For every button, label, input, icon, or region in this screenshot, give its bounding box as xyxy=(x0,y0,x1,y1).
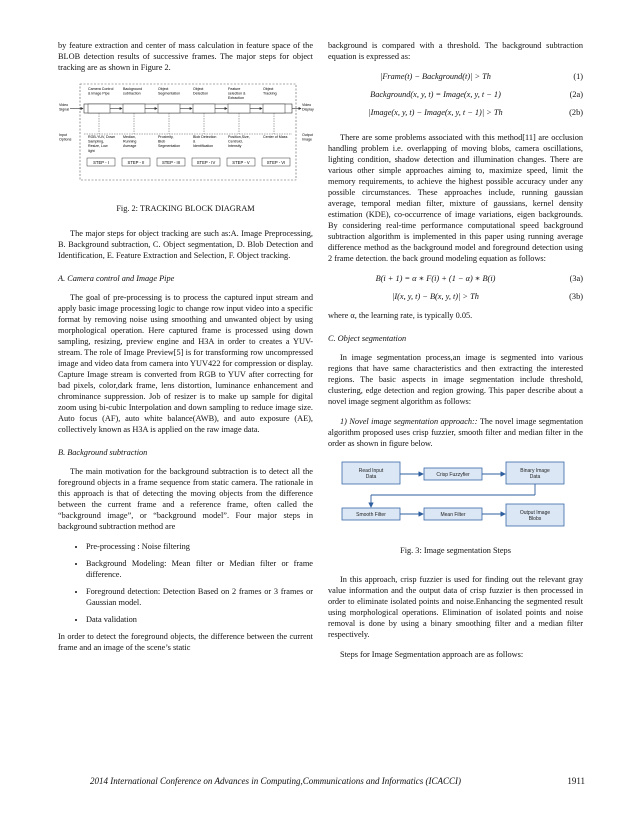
method-label: Identification xyxy=(193,144,214,149)
stage-box xyxy=(158,104,180,113)
stage-box xyxy=(123,104,145,113)
stage-box xyxy=(193,104,215,113)
output-image-label: Image xyxy=(302,137,312,142)
stage-label: & Image Pipe xyxy=(88,91,110,96)
stage-label: Background xyxy=(123,87,143,91)
paragraph: The goal of pre-processing is to process the captured input stream and apply basic image processing logic to change row input video into a specific format by removing noise using smoothing and unwanted object by using morphological operation. Here captured frame is processed using down sampling, resizing, preview engine and H3A in order to creates a YUV-stream. The role of Image Preview[5] is for transforming row uncompressed image and video data from camera into YUV422 for compression or display. Capture Image stream is converted from RGB to YUV after correcting for bad pixels, color,dark frame, lens distortion, luminance enhancement and chrominance suppression. Job of resizer is to make up sample for digital zoom using bi-cubic Interpolation and down sampling to reduce image size. Auto focus (AF), auto white balance(AWB), and auto exposure (AE), collectively known as H3A is applied on the raw image data. xyxy=(58,293,313,434)
stage-label: Object xyxy=(263,87,274,91)
stage-label: Segmentation xyxy=(158,91,181,96)
right-column xyxy=(328,40,583,669)
method-label: Segmentation xyxy=(158,144,181,149)
figure-3 xyxy=(328,458,583,556)
list-item: • Pre-processing : Noise filtering xyxy=(86,541,313,552)
method-label: Intensity xyxy=(228,144,242,149)
step-label: STEP - III xyxy=(161,160,181,165)
input-options-label: Input xyxy=(59,133,67,137)
process-label: Read Input xyxy=(358,468,384,474)
paragraph: In this approach, crisp fuzzier is used for finding out the relevant gray value information and the output data of crisp fuzzier is then processed in order to eliminate isolated points and noise.Enhancing the segmented result using morphological operations. Elimination of isolated points and noise removal is done by using a binary smoothing filter and a median filter respectively. xyxy=(328,575,583,639)
step-label: STEP - I xyxy=(93,160,109,165)
process-label: Blobs xyxy=(528,516,542,522)
stage-label: Extraction xyxy=(228,96,244,101)
paragraph: 1) Novel image segmentation approach:: The novel image segmentation algorithm proposed uses crisp fuzzier, smooth filter and median filter in the order as shown in figure below. xyxy=(328,417,583,448)
paragraph: In image segmentation process,an image is segmented into various regions that have same characteristics and then extracting the interested regions. The basic aspects in image segmentation include threshold, clustering, edge detection and region growing. This paper describe about a novel image segment algorithm as follows: xyxy=(328,353,583,406)
equation: B(i + 1) = α ∗ F(i) + (1 − α) ∗ B(i) (3a) xyxy=(375,274,583,283)
tracking-block-diagram xyxy=(58,82,320,182)
subsection-heading: 1) Novel image segmentation approach:: xyxy=(340,417,478,426)
list-item: • Foreground detection: Detection Based on 2 frames or 3 frames or Gaussian model. xyxy=(86,586,313,608)
stage-label: Object xyxy=(193,87,204,91)
step-label: STEP - V xyxy=(232,160,250,165)
equation: |Image(x, y, t) − Image(x, y, t − 1)| > Th (2b) xyxy=(368,108,583,117)
stage-label: Detection xyxy=(193,91,209,96)
process-label: Data xyxy=(529,474,541,480)
section-heading: B. Background subtraction xyxy=(58,448,148,457)
stage-label: subtraction xyxy=(123,91,141,96)
stage-label: Object xyxy=(158,87,169,91)
video-signal-label: Video xyxy=(59,103,69,107)
figure-caption: Fig. 2: TRACKING BLOCK DIAGRAM xyxy=(116,204,255,213)
page-number: 1911 xyxy=(567,776,585,786)
section-heading: A. Camera control and Image Pipe xyxy=(58,274,175,283)
video-signal-label: Signal xyxy=(59,107,69,112)
method-label: Running xyxy=(123,139,137,144)
step-label: STEP - IV xyxy=(196,160,216,165)
process-label: Smooth Filter xyxy=(356,512,386,518)
paragraph: The main motivation for the background subtraction is to detect all the foreground objects in a frame sequence from static camera. The rationale in this approach is that of detecting the moving objects from the difference between the current frame and a reference frame, often called the “background image”, or “background model”. Four major steps in background subtraction method are xyxy=(58,467,313,531)
stage-label: Camera Control xyxy=(88,87,114,91)
method-label: Blob Detection xyxy=(193,135,217,139)
list-item: • Background Modeling: Mean filter or Median filter or frame difference. xyxy=(86,558,313,580)
stage-box xyxy=(88,104,110,113)
stage-box xyxy=(263,104,285,113)
bullet-list xyxy=(58,541,313,625)
segmentation-flow-diagram xyxy=(328,458,583,534)
video-display-label: Video xyxy=(302,103,312,107)
step-label: STEP - II xyxy=(127,160,145,165)
output-image-label: Output xyxy=(302,133,313,137)
paragraph: Steps for Image Segmentation approach are as follows: xyxy=(340,650,524,659)
method-label: Position,Size, xyxy=(228,135,250,139)
method-label: RGB-YUV, Down xyxy=(88,135,116,139)
figure-2 xyxy=(58,82,313,214)
stage-label: Feature xyxy=(228,87,241,91)
equation: |Frame(t) − Background(t)| > Th (1) xyxy=(380,72,583,81)
method-label: Average xyxy=(123,144,137,149)
page-footer xyxy=(90,776,585,786)
section-heading: C. Object segmentation xyxy=(328,334,407,343)
process-label: Binary Image xyxy=(520,468,550,474)
stage-box xyxy=(228,104,250,113)
paragraph: The major steps for object tracking are such as:A. Image Preprocessing, B. Background subtraction, C. Object segmentation, D. Blob Detection and Identification, E. Feature Extraction and Selection, F. Object tracking. xyxy=(58,229,313,260)
method-label: Median, xyxy=(123,135,136,139)
figure-caption: Fig. 3: Image segmentation Steps xyxy=(400,546,511,555)
process-label: Mean Filter xyxy=(440,512,466,518)
input-options-label: Options xyxy=(59,137,72,142)
paragraph: In order to detect the foreground objects, the difference between the current frame and an image of the scene’s static xyxy=(58,632,313,652)
method-label: Sampling, xyxy=(88,139,104,144)
paragraph: by feature extraction and center of mass calculation in feature space of the BLOB detection results of successive frames. The major steps for object tracking are as shown in Figure 2. xyxy=(58,41,313,72)
equation: |I(x, y, t) − B(x, y, t)| > Th (3b) xyxy=(392,292,583,301)
method-label: Center of Mass xyxy=(263,135,288,139)
equation: Background(x, y, t) = Image(x, y, t − 1) (2a) xyxy=(370,90,583,99)
method-label: Resize, Low xyxy=(88,144,108,149)
method-label: Centroid, xyxy=(228,139,243,144)
process-label: Output Image xyxy=(519,510,551,516)
paragraph: background is compared with a threshold. The background subtraction equation is expressed as: xyxy=(328,41,583,61)
left-column xyxy=(58,40,313,662)
footer-text: 2014 International Conference on Advances in Computing,Communications and Informatics (ICACCI) xyxy=(90,776,461,786)
list-item: • Data validation xyxy=(86,614,313,625)
paragraph: There are some problems associated with this method[11] are occlusion handling problem i.e. overlapping of moving blobs, camera oscillations, lighting condition, shadow detection and illumination changes. There are various other simple approaches aiming to, maximize speed, limit the memory requirements, to achieve the highest possible accuracy under any possible circumstances. These approaches include, running gaussian average, temporal median filter, mixture of gaussians, kernel density estimation (KDE), co-occurrence of image variations, eigen backgrounds. By considering real-time performance computational speed background subtraction algorithm is implemented in this paper using running average difference method as the background model and foreground detection using 2 frame detection. the back ground modeling equation as follows: xyxy=(328,133,583,263)
method-label: Blob xyxy=(158,139,166,144)
stage-label: Tracking xyxy=(263,91,277,96)
method-label: & xyxy=(193,139,196,144)
process-label: Data xyxy=(365,474,377,480)
step-label: STEP - VI xyxy=(266,160,286,165)
video-display-label: Display xyxy=(302,107,314,112)
stage-label: selection & xyxy=(228,91,246,96)
method-label: light xyxy=(88,148,95,153)
method-label: Proximity, xyxy=(158,135,174,139)
paragraph: where α, the learning rate, is typically 0.05. xyxy=(328,311,473,320)
process-label: Crisp Fuzzyfier xyxy=(436,472,470,478)
